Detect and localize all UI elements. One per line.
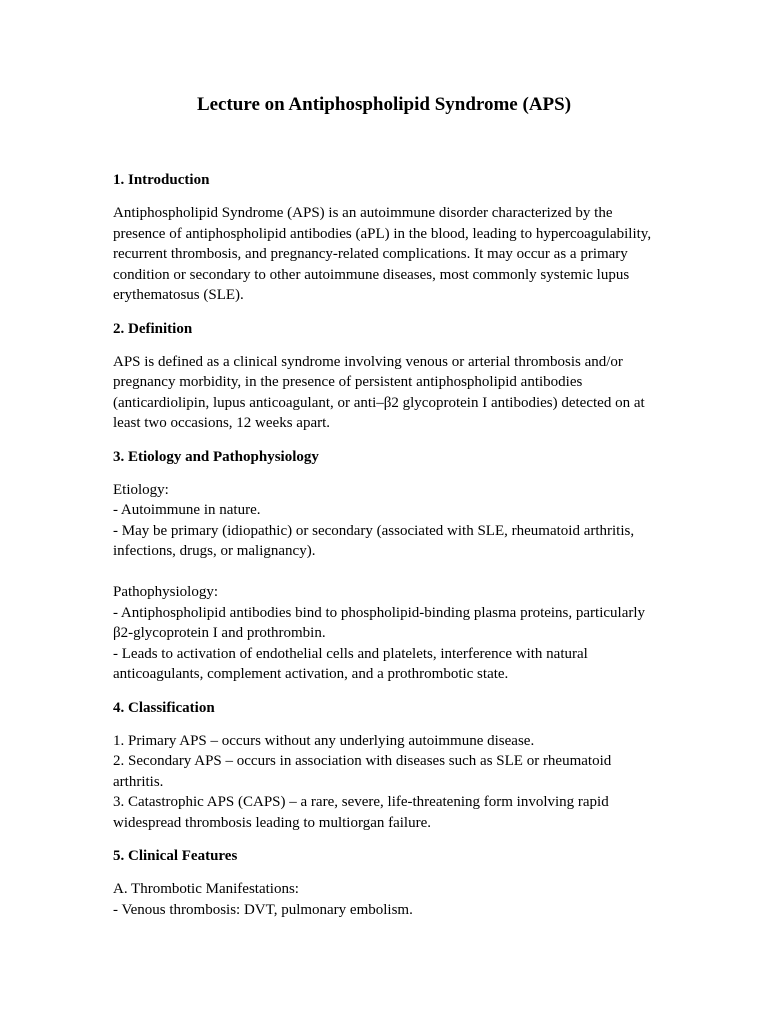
list-item: - Autoimmune in nature. <box>113 502 261 518</box>
list-item: - May be primary (idiopathic) or secondary (associated with SLE, rheumatoid arthritis, infections, drugs, or malignancy). <box>113 522 635 559</box>
section-heading: 3. Etiology and Pathophysiology <box>113 448 319 465</box>
list-item: - Leads to activation of endothelial cells and platelets, interference with natural anticoagulants, complement activation, and a prothrombotic state. <box>113 645 588 682</box>
etiology-block <box>113 480 658 685</box>
spacer <box>113 562 658 583</box>
section-classification <box>113 698 658 834</box>
section-heading: 1. Introduction <box>113 172 210 188</box>
pathophysiology-label: Pathophysiology: <box>113 584 219 600</box>
subsection-label: A. Thrombotic Manifestations: <box>113 881 299 897</box>
section-introduction <box>113 170 658 306</box>
list-item: 3. Catastrophic APS (CAPS) – a rare, severe, life-threatening form involving rapid widespread thrombosis leading to multiorgan failure. <box>113 794 609 831</box>
section-paragraph: Antiphospholipid Syndrome (APS) is an autoimmune disorder characterized by the presence of antiphospholipid antibodies (aPL) in the blood, leading to hypercoagulability, recurrent thrombosis, and pregnancy-related complications. It may occur as a primary condition or secondary to other autoimmune diseases, most commonly systemic lupus erythematosus (SLE). <box>113 205 652 303</box>
section-heading: 2. Definition <box>113 320 193 337</box>
classification-list <box>113 731 658 834</box>
section-definition <box>113 319 658 434</box>
document-title: Lecture on Antiphospholipid Syndrome (APS) <box>196 94 572 115</box>
list-item: 1. Primary APS – occurs without any underlying autoimmune disease. <box>113 732 535 749</box>
document-page <box>113 92 658 933</box>
section-paragraph: APS is defined as a clinical syndrome involving venous or arterial thrombosis and/or pregnancy morbidity, in the presence of persistent antiphospholipid antibodies (anticardiolipin, lupus anticoagulant, or anti–β2 glycoprotein I antibodies) detected on at least two occasions, 12 weeks apart. <box>113 353 645 431</box>
list-item: - Venous thrombosis: DVT, pulmonary embolism. <box>113 901 413 918</box>
clinical-list <box>113 879 658 920</box>
section-heading: 5. Clinical Features <box>113 848 238 864</box>
list-item: - Antiphospholipid antibodies bind to phospholipid-binding plasma proteins, particularly β2-glycoprotein I and prothrombin. <box>113 604 646 641</box>
list-item: 2. Secondary APS – occurs in association with diseases such as SLE or rheumatoid arthritis. <box>113 753 612 790</box>
section-clinical-features <box>113 846 658 920</box>
section-heading: 4. Classification <box>113 699 215 716</box>
section-etiology <box>113 447 658 685</box>
etiology-label: Etiology: <box>113 481 169 498</box>
